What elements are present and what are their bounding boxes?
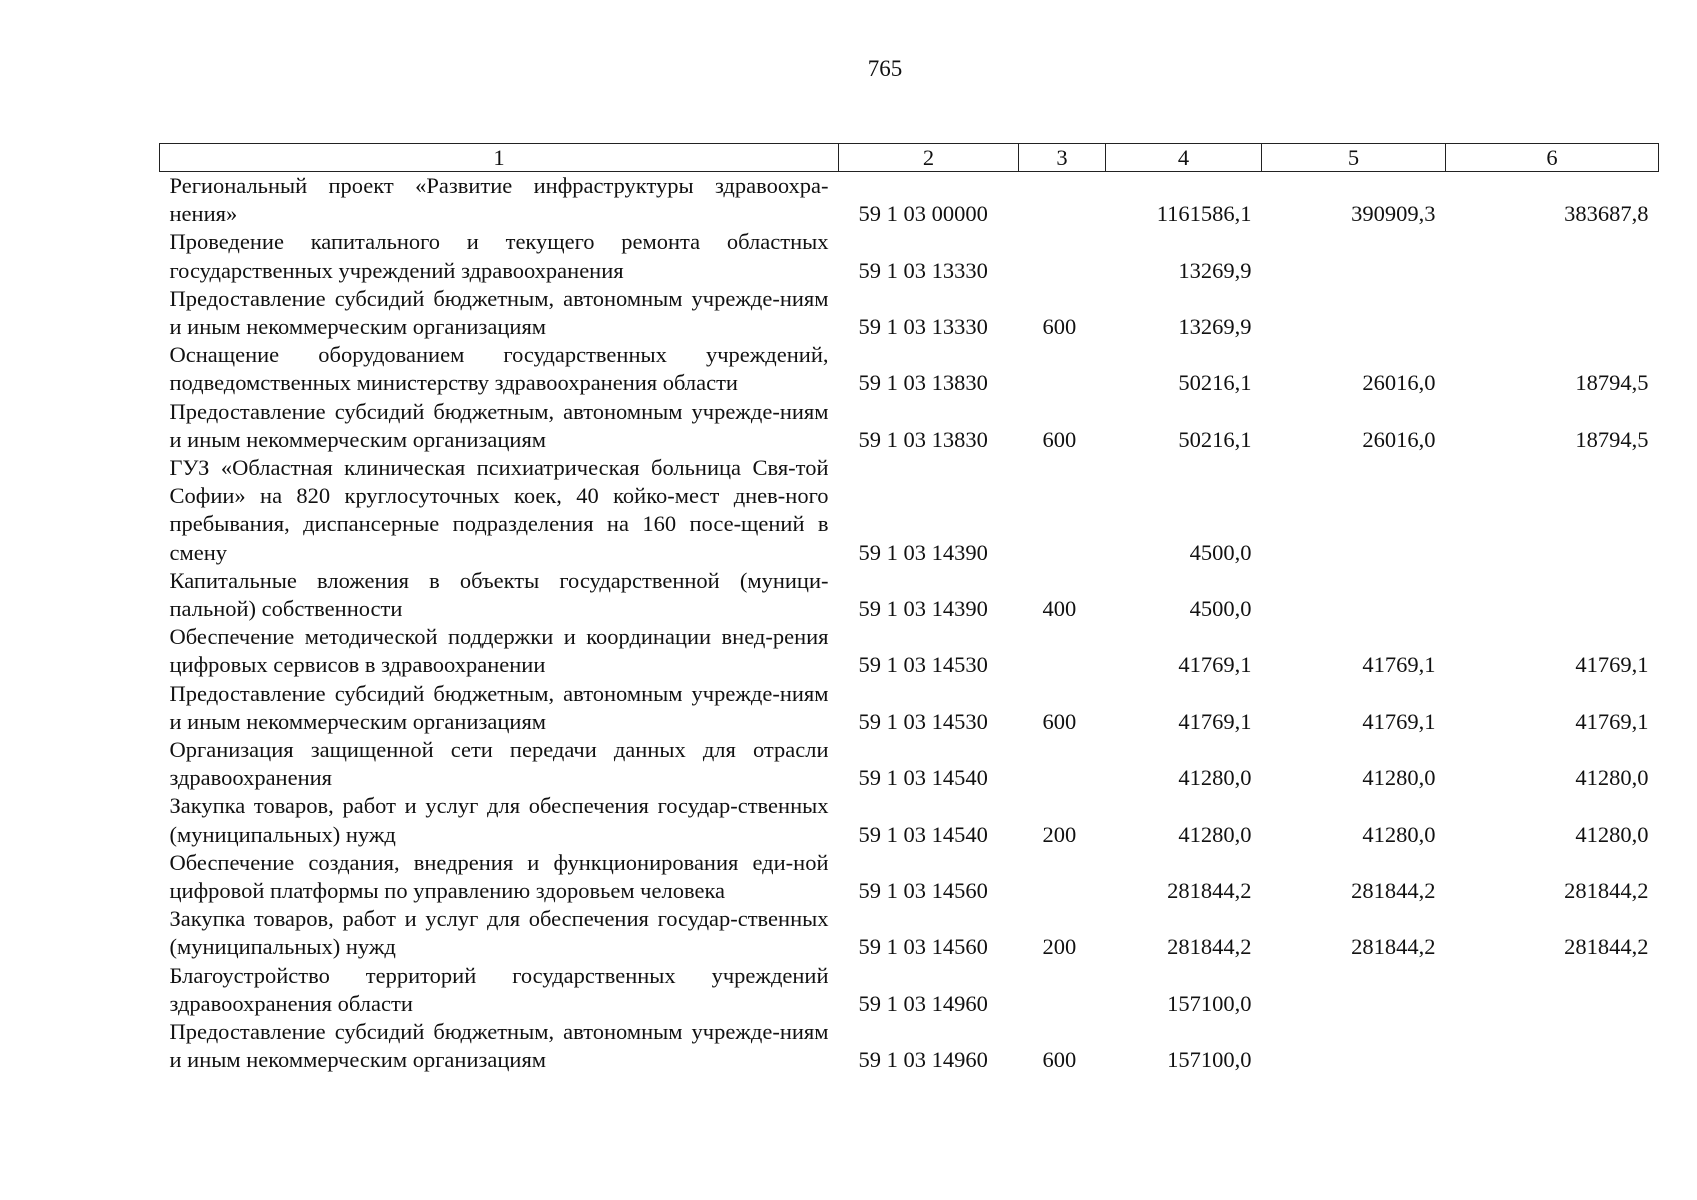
item-name: ГУЗ «Областная клиническая психиатрическая больница Свя-той Софии» на 820 круглосуточных коек, 40 койко-мест днев-ного пребывания, диспансерные подразделения на 160 посе-щений в смену bbox=[169, 455, 829, 565]
expense-type bbox=[1019, 228, 1106, 284]
amount-col4: 4500,0 bbox=[1189, 596, 1252, 622]
table-row bbox=[160, 962, 1659, 1018]
amount-col6: 281844,2 bbox=[1564, 934, 1649, 960]
item-name: Обеспечение методической поддержки и координации внед-рения цифровых сервисов в здравоохранении bbox=[169, 624, 829, 678]
target-code: 59 1 03 14390 bbox=[858, 596, 988, 622]
amount-col5 bbox=[1262, 567, 1446, 623]
amount-col6 bbox=[1446, 285, 1659, 341]
table-row bbox=[160, 454, 1659, 567]
budget-table bbox=[159, 143, 1659, 1075]
amount-col4: 4500,0 bbox=[1189, 539, 1252, 565]
expense-type: 600 bbox=[1042, 426, 1077, 452]
table-row bbox=[160, 567, 1659, 623]
amount-col6: 41280,0 bbox=[1575, 821, 1649, 847]
amount-col4: 281844,2 bbox=[1167, 878, 1252, 904]
amount-col5: 281844,2 bbox=[1351, 878, 1436, 904]
target-code: 59 1 03 14560 bbox=[858, 934, 988, 960]
amount-col5 bbox=[1262, 454, 1446, 567]
amount-col4: 50216,1 bbox=[1178, 370, 1252, 396]
amount-col6: 18794,5 bbox=[1575, 370, 1649, 396]
target-code: 59 1 03 00000 bbox=[858, 201, 988, 227]
amount-col6: 41769,1 bbox=[1575, 652, 1649, 678]
table-row bbox=[160, 849, 1659, 905]
amount-col4: 41280,0 bbox=[1178, 821, 1252, 847]
table-header bbox=[160, 144, 1659, 172]
amount-col4: 1161586,1 bbox=[1156, 201, 1252, 227]
amount-col4: 41769,1 bbox=[1178, 652, 1252, 678]
expense-type: 600 bbox=[1042, 314, 1077, 340]
target-code: 59 1 03 13830 bbox=[858, 370, 988, 396]
column-header: 5 bbox=[1262, 144, 1446, 172]
amount-col5 bbox=[1262, 228, 1446, 284]
expense-type bbox=[1019, 962, 1106, 1018]
amount-col5: 390909,3 bbox=[1351, 201, 1436, 227]
column-header: 2 bbox=[839, 144, 1019, 172]
item-name: Проведение капитального и текущего ремонта областных государственных учреждений здравоохранения bbox=[169, 229, 829, 283]
amount-col4: 13269,9 bbox=[1178, 257, 1252, 283]
amount-col5: 41280,0 bbox=[1362, 765, 1436, 791]
header-row bbox=[160, 144, 1659, 172]
table-row bbox=[160, 341, 1659, 397]
target-code: 59 1 03 14530 bbox=[858, 708, 988, 734]
expense-type: 200 bbox=[1042, 821, 1077, 847]
target-code: 59 1 03 14540 bbox=[858, 821, 988, 847]
table-row bbox=[160, 1018, 1659, 1074]
item-name: Капитальные вложения в объекты государственной (муници-пальной) собственности bbox=[169, 567, 829, 622]
amount-col6: 281844,2 bbox=[1564, 878, 1649, 904]
amount-col5: 41769,1 bbox=[1362, 652, 1436, 678]
amount-col6: 18794,5 bbox=[1575, 426, 1649, 452]
amount-col6: 383687,8 bbox=[1564, 201, 1649, 227]
table-row bbox=[160, 680, 1659, 736]
target-code: 59 1 03 14960 bbox=[858, 990, 988, 1016]
amount-col6 bbox=[1446, 567, 1659, 623]
target-code: 59 1 03 13330 bbox=[858, 314, 988, 340]
table-row bbox=[160, 398, 1659, 454]
target-code: 59 1 03 14960 bbox=[858, 1047, 988, 1073]
target-code: 59 1 03 14560 bbox=[858, 878, 988, 904]
amount-col6 bbox=[1446, 962, 1659, 1018]
item-name: Закупка товаров, работ и услуг для обеспечения государ-ственных (муниципальных) нужд bbox=[169, 906, 829, 960]
item-name: Предоставление субсидий бюджетным, автономным учрежде-ниям и иным некоммерческим организациям bbox=[169, 1019, 829, 1073]
amount-col4: 13269,9 bbox=[1178, 314, 1252, 340]
column-header: 4 bbox=[1106, 144, 1262, 172]
expense-type bbox=[1019, 341, 1106, 397]
amount-col5: 41769,1 bbox=[1362, 708, 1436, 734]
amount-col5: 26016,0 bbox=[1362, 426, 1436, 452]
expense-type: 200 bbox=[1042, 934, 1077, 960]
amount-col4: 281844,2 bbox=[1167, 934, 1252, 960]
item-name: Предоставление субсидий бюджетным, автономным учрежде-ниям и иным некоммерческим организациям bbox=[169, 398, 829, 452]
table-row bbox=[160, 905, 1659, 961]
expense-type: 600 bbox=[1042, 708, 1077, 734]
amount-col5 bbox=[1262, 962, 1446, 1018]
target-code: 59 1 03 14390 bbox=[858, 539, 988, 565]
target-code: 59 1 03 13330 bbox=[858, 257, 988, 283]
column-header: 6 bbox=[1446, 144, 1659, 172]
table-row bbox=[160, 623, 1659, 679]
target-code: 59 1 03 14530 bbox=[858, 652, 988, 678]
expense-type bbox=[1019, 849, 1106, 905]
table-row bbox=[160, 792, 1659, 848]
item-name: Предоставление субсидий бюджетным, автономным учрежде-ниям и иным некоммерческим организациям bbox=[169, 285, 829, 340]
table-row bbox=[160, 228, 1659, 284]
amount-col6 bbox=[1446, 1018, 1659, 1074]
table-row bbox=[160, 736, 1659, 792]
amount-col5 bbox=[1262, 285, 1446, 341]
item-name: Оснащение оборудованием государственных учреждений, подведомственных министерству здравоохранения области bbox=[169, 342, 829, 396]
amount-col4: 157100,0 bbox=[1167, 1047, 1252, 1073]
item-name: Организация защищенной сети передачи данных для отрасли здравоохранения bbox=[169, 737, 829, 791]
column-header: 1 bbox=[160, 144, 839, 172]
expense-type: 600 bbox=[1042, 1047, 1077, 1073]
table-row bbox=[160, 172, 1659, 229]
table-body bbox=[160, 172, 1659, 1075]
amount-col6: 41280,0 bbox=[1575, 765, 1649, 791]
expense-type: 400 bbox=[1042, 596, 1077, 622]
amount-col5: 41280,0 bbox=[1362, 821, 1436, 847]
amount-col4: 157100,0 bbox=[1167, 990, 1252, 1016]
page-number: 765 bbox=[867, 56, 903, 81]
amount-col6: 41769,1 bbox=[1575, 708, 1649, 734]
amount-col6 bbox=[1446, 454, 1659, 567]
item-name: Региональный проект «Развитие инфраструктуры здравоохра-нения» bbox=[169, 173, 829, 227]
amount-col4: 41769,1 bbox=[1178, 708, 1252, 734]
amount-col5 bbox=[1262, 1018, 1446, 1074]
amount-col6 bbox=[1446, 228, 1659, 284]
amount-col4: 50216,1 bbox=[1178, 426, 1252, 452]
item-name: Закупка товаров, работ и услуг для обеспечения государ-ственных (муниципальных) нужд bbox=[169, 793, 829, 847]
amount-col5: 281844,2 bbox=[1351, 934, 1436, 960]
expense-type bbox=[1019, 172, 1106, 229]
amount-col5: 26016,0 bbox=[1362, 370, 1436, 396]
target-code: 59 1 03 14540 bbox=[858, 765, 988, 791]
table-row bbox=[160, 285, 1659, 341]
amount-col4: 41280,0 bbox=[1178, 765, 1252, 791]
item-name: Предоставление субсидий бюджетным, автономным учрежде-ниям и иным некоммерческим организациям bbox=[169, 680, 829, 734]
expense-type bbox=[1019, 454, 1106, 567]
expense-type bbox=[1019, 623, 1106, 679]
target-code: 59 1 03 13830 bbox=[858, 426, 988, 452]
expense-type bbox=[1019, 736, 1106, 792]
item-name: Благоустройство территорий государственных учреждений здравоохранения области bbox=[169, 962, 829, 1016]
item-name: Обеспечение создания, внедрения и функционирования еди-ной цифровой платформы по управлению здоровьем человека bbox=[169, 849, 829, 904]
column-header: 3 bbox=[1019, 144, 1106, 172]
